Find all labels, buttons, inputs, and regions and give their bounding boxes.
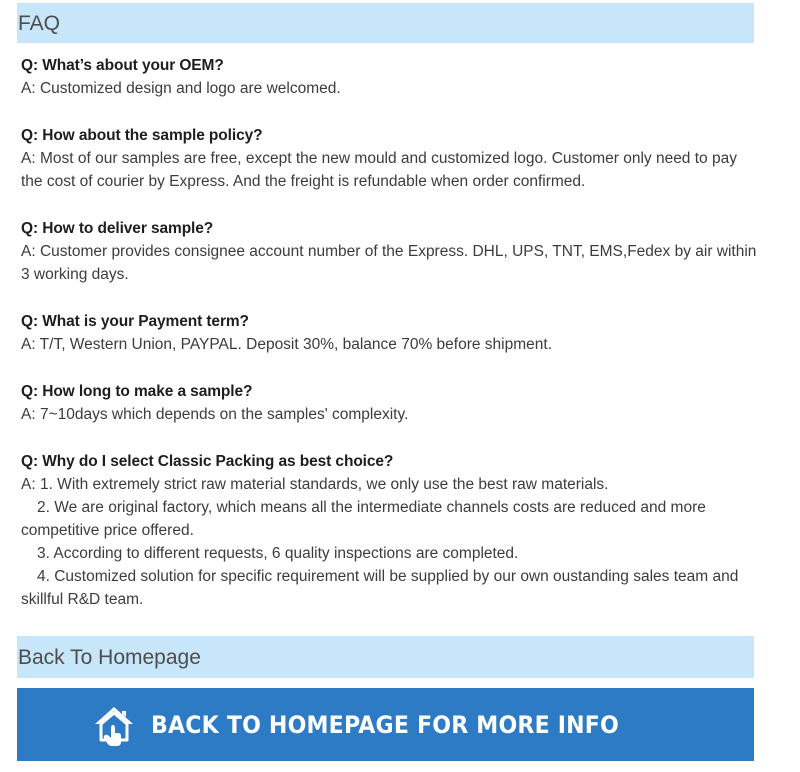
faq-question: Q: What’s about your OEM?	[21, 57, 224, 74]
faq-answer	[21, 77, 761, 100]
faq-item-best-choice	[21, 450, 761, 611]
faq-answer-line: A: 7~10days which depends on the samples' complexity.	[21, 406, 409, 423]
faq-item-sample-policy	[21, 124, 761, 193]
faq-item-oem	[21, 54, 761, 100]
back-to-homepage-header	[17, 636, 754, 678]
faq-question: Q: Why do I select Classic Packing as best choice?	[21, 453, 394, 470]
cta-label: BACK TO HOMEPAGE FOR MORE INFO	[151, 710, 620, 739]
faq-answer	[21, 403, 761, 426]
faq-answer-line: A: 1. With extremely strict raw material standards, we only use the best raw materials.	[21, 476, 609, 493]
back-header-title: Back To Homepage	[18, 645, 201, 669]
faq-header-title: FAQ	[18, 11, 61, 35]
faq-question: Q: How to deliver sample?	[21, 220, 214, 237]
faq-item-deliver-sample	[21, 217, 761, 286]
faq-answer-text: 2. We are original factory, which means all the intermediate channels costs are reduced and more competitive price offered.	[21, 499, 706, 539]
faq-item-sample-time	[21, 380, 761, 426]
home-hand-icon	[91, 702, 137, 748]
back-to-homepage-button[interactable]	[17, 688, 754, 761]
faq-answer	[21, 473, 761, 611]
faq-answer-line: A: Customized design and logo are welcomed.	[21, 80, 341, 97]
faq-answer-line	[21, 565, 761, 611]
faq-item-payment-term	[21, 310, 761, 356]
faq-answer	[21, 147, 761, 193]
faq-answer-line	[21, 496, 761, 542]
faq-answer	[21, 333, 761, 356]
faq-answer-line	[21, 542, 761, 565]
faq-question: Q: How about the sample policy?	[21, 127, 263, 144]
faq-answer	[21, 240, 761, 286]
faq-answer-line: A: Most of our samples are free, except the new mould and customized logo. Customer only need to pay the cost of courier by Express. And the freight is refundable when order confirmed.	[21, 150, 737, 190]
faq-answer-text: 3. According to different requests, 6 quality inspections are completed.	[37, 545, 519, 562]
faq-answer-line: A: Customer provides consignee account number of the Express. DHL, UPS, TNT, EMS,Fedex by air within 3 working days.	[21, 243, 757, 283]
faq-answer-line: A: T/T, Western Union, PAYPAL. Deposit 30%, balance 70% before shipment.	[21, 336, 553, 353]
faq-section-header	[17, 3, 754, 43]
faq-question: Q: What is your Payment term?	[21, 313, 249, 330]
faq-list	[21, 54, 761, 635]
faq-answer-text: 4. Customized solution for specific requirement will be supplied by our own oustanding sales team and skillful R&D team.	[21, 568, 739, 608]
faq-question: Q: How long to make a sample?	[21, 383, 253, 400]
